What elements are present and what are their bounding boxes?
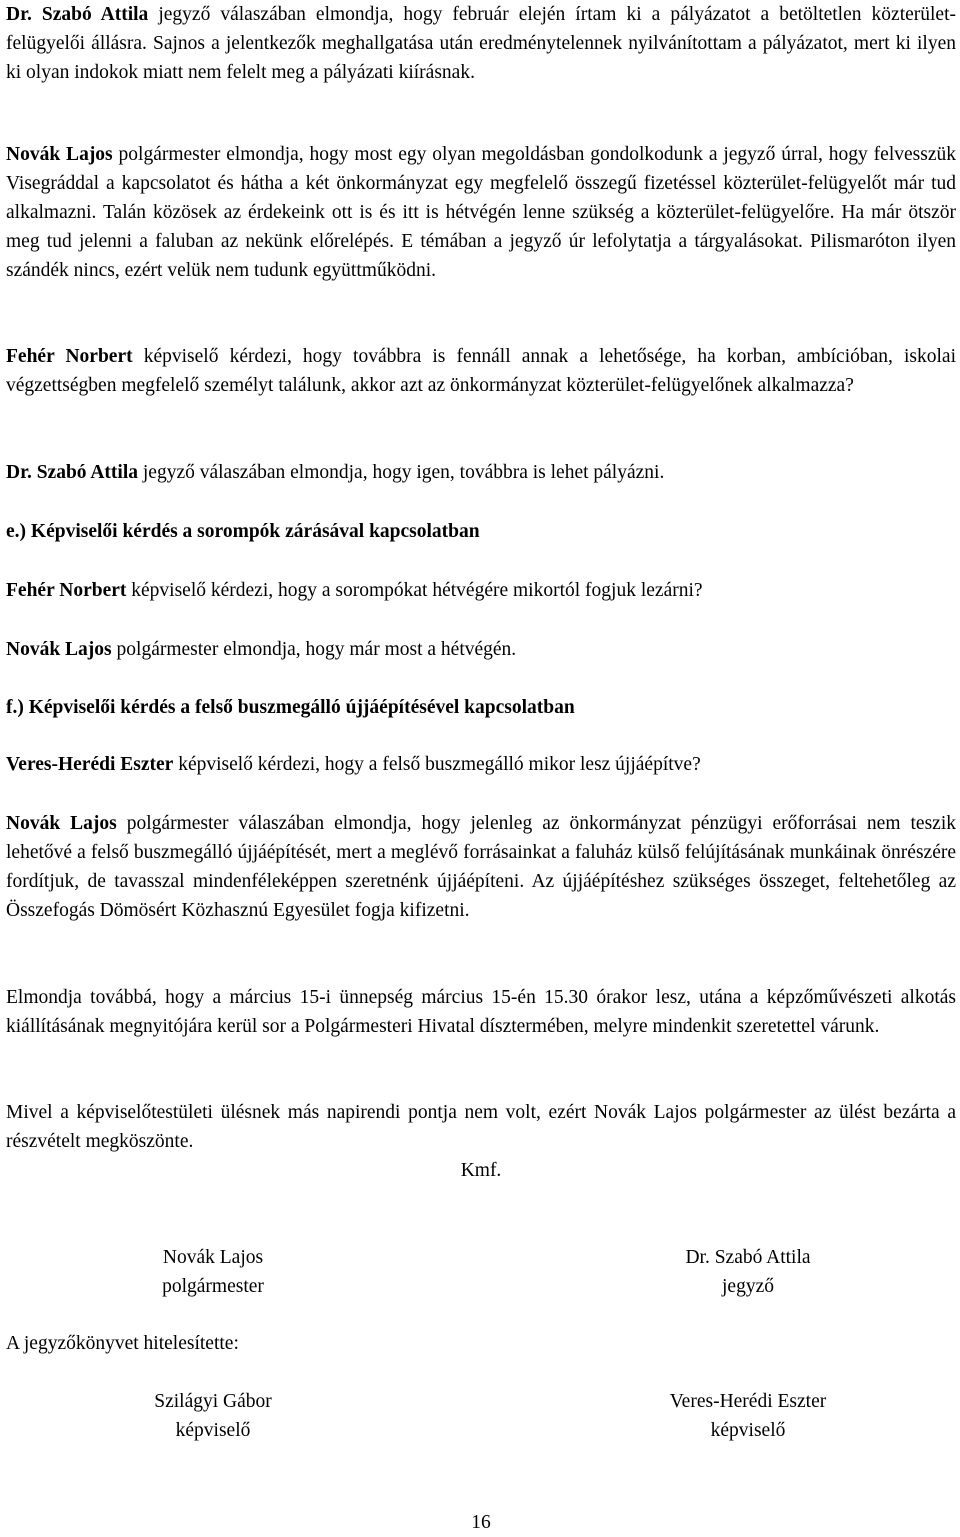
paragraph-text: képviselő kérdezi, hogy a felső buszmegálló mikor lesz újjáépítve? [173,754,701,775]
paragraph-text: polgármester elmondja, hogy most egy olyan megoldásban gondolkodunk a jegyző úrral, hogy felvesszük Visegráddal a kapcsolatot és hátha a két önkormányzat egy megfelelő összegű fizetéssel közterület-felügyelőt már tud alkalmazni. Talán közösek az érdekeink ott is és itt is hétvégén lenne szükség a közterület-felügyelőre. Ha már ötször meg tud jelenni a faluban az nekünk előrelépés. E témában a jegyző úr lefolytatja a tárgyalásokat. Pilismaróton ilyen szándék nincs, ezért velük nem tudunk együttműködni. [6,144,956,281]
paragraph-1 [6,0,956,87]
signature-name: Szilágyi Gábor [154,1391,272,1412]
paragraph-text: képviselő kérdezi, hogy a sorompókat hétvégére mikortól fogjuk lezárni? [126,580,703,601]
signature-title: jegyző [722,1276,774,1297]
section-heading-e: e.) Képviselői kérdés a sorompók zárásával kapcsolatban [6,521,480,542]
paragraph-text: képviselő kérdezi, hogy továbbra is fennáll annak a lehetősége, ha korban, ambícióban, iskolai végzettségben megfelelő személyt találunk, akkor azt az önkormányzat közterület-felügyelőnek alkalmazza? [6,346,956,396]
signature-title: polgármester [162,1276,264,1297]
paragraph-10: Mivel a képviselőtestületi ülésnek más napirendi pontja nem volt, ezért Novák Lajos polgármester az ülést bezárta a részvételt megköszönte. [6,1102,956,1152]
paragraph-8 [6,809,956,925]
signature-title: képviselő [175,1420,251,1441]
authenticated-by-label: A jegyzőkönyvet hitelesítette: [6,1333,239,1354]
paragraph-text: jegyző válaszában elmondja, hogy igen, továbbra is lehet pályázni. [138,462,665,483]
paragraph-9: Elmondja továbbá, hogy a március 15-i ünnepség március 15-én 15.30 órakor lesz, utána a képzőművészeti alkotás kiállításának megnyitójára kerül sor a Polgármesteri Hivatal dísztermében, melyre mindenkit szeretettel várunk. [6,987,956,1037]
signature-name: Veres-Herédi Eszter [669,1391,827,1412]
speaker-name: Fehér Norbert [6,580,127,601]
paragraph-text: jegyző válaszában elmondja, hogy február elején írtam ki a pályázatot a betöltetlen közterület-felügyelői állásra. Sajnos a jelentkezők meghallgatása után eredménytelennek nyilvánítottam a pályázatot, mert ki ilyen ki olyan indokok miatt nem felelt meg a pályázati kiírásnak. [6,4,956,83]
speaker-name: Novák Lajos [6,639,112,660]
paragraph-7 [6,750,956,779]
paragraph-4 [6,458,956,487]
signature-name: Novák Lajos [162,1247,264,1268]
kmf-label: Kmf. [460,1160,502,1181]
speaker-name: Veres-Herédi Eszter [6,754,174,775]
signature-notary [638,1243,858,1301]
speaker-name: Novák Lajos [6,813,117,834]
speaker-name: Fehér Norbert [6,346,133,367]
signature-title: képviselő [710,1420,786,1441]
speaker-name: Novák Lajos [6,144,113,165]
page-number: 16 [471,1512,491,1533]
section-heading-f: f.) Képviselői kérdés a felső buszmegálló újjáépítésével kapcsolatban [6,697,575,718]
paragraph-text: polgármester elmondja, hogy már most a hétvégén. [111,639,517,660]
signature-representative-2 [628,1387,868,1445]
paragraph-text: polgármester válaszában elmondja, hogy jelenleg az önkormányzat pénzügyi erőforrásai nem teszik lehetővé a felső buszmegálló újjáépítését, mert a meglévő forrásainkat a faluház külső felújításának munkáinak önrészére fordítjuk, de tavasszal mindenféleképpen szeretnénk újjáépíteni. Az újjáépítéshez szükséges összeget, feltehetőleg az Összefogás Dömösért Közhasznú Egyesület fogja kifizetni. [6,813,956,921]
speaker-name: Dr. Szabó Attila [6,4,149,25]
signature-name: Dr. Szabó Attila [685,1247,811,1268]
paragraph-6 [6,635,956,664]
signature-representative-1 [108,1387,318,1445]
paragraph-5 [6,576,956,605]
speaker-name: Dr. Szabó Attila [6,462,138,483]
paragraph-3 [6,342,956,400]
paragraph-2 [6,140,956,285]
signature-mayor [108,1243,318,1301]
